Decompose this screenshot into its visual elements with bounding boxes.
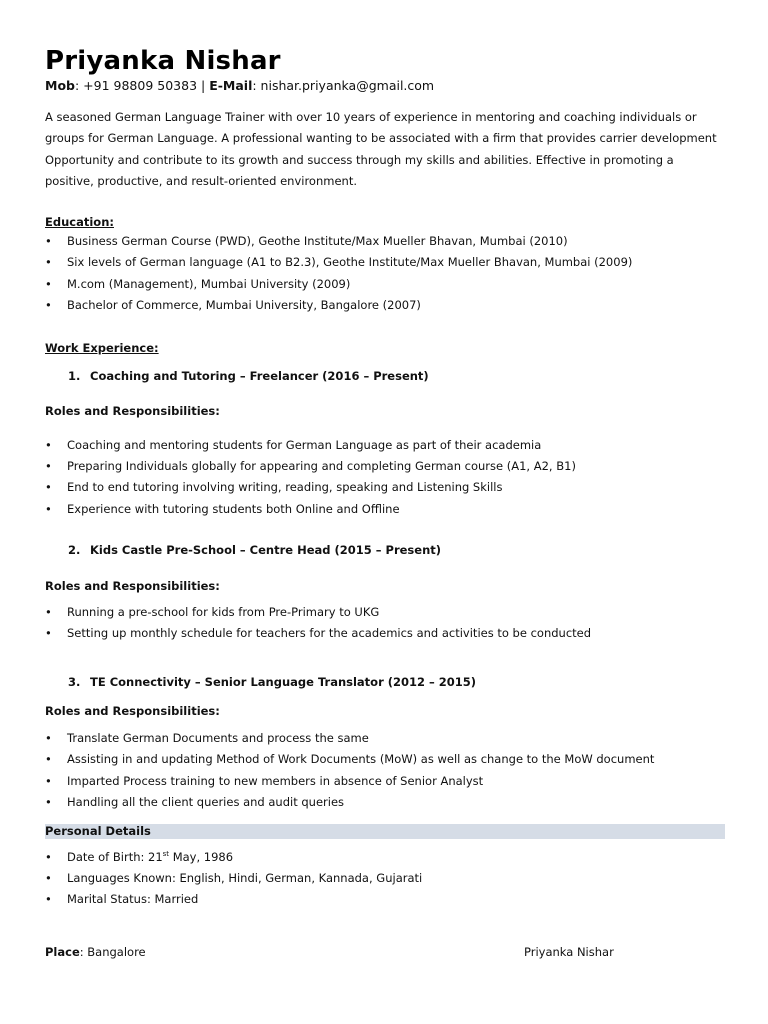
responsibility-item: Preparing Individuals globally for appearing and completing German course (A1, A2, B1) [67,459,576,474]
work-section [45,339,725,813]
job-title [45,541,725,559]
education-item: M.com (Management), Mumbai University (2009) [67,276,351,291]
bullet-icon: • [45,794,52,809]
marital-text: Marital Status: Married [67,892,199,907]
email-value: : nishar.priyanka@gmail.com [252,78,435,93]
job-number: 1. [68,369,81,383]
dob-ordinal: st [162,850,170,859]
mob-value: : +91 98809 50383 | [74,78,210,93]
list-item [45,889,725,910]
job-title-text: Coaching and Tutoring – Freelancer (2016 – Present) [90,369,429,383]
bullet-icon: • [45,255,52,270]
email-label: E-Mail [209,78,253,93]
place-line [45,945,146,959]
list-item [45,295,725,316]
dob-text [67,850,233,864]
job-title [45,367,725,385]
bullet-icon: • [45,234,52,249]
place-label: Place [45,945,80,959]
job-number: 3. [68,675,81,690]
bullet-icon: • [45,604,52,619]
responsibilities-list [45,602,725,644]
education-item: Bachelor of Commerce, Mumbai University, Bangalore (2007) [67,297,421,312]
footer [45,944,725,960]
roles-title: Roles and Responsibilities: [45,404,220,418]
job-title-text: Kids Castle Pre-School – Centre Head (2015 – Present) [90,542,442,557]
bullet-icon: • [45,731,52,746]
job-title-text: TE Connectivity – Senior Language Translator (2012 – 2015) [90,675,477,690]
personal-title: Personal Details [45,824,725,839]
personal-section [45,824,725,911]
education-list [45,231,725,316]
list-item [45,435,725,456]
education-item: Business German Course (PWD), Geothe Institute/Max Mueller Bhavan, Mumbai (2010) [67,234,568,249]
responsibilities-list [45,435,725,520]
responsibility-item: Setting up monthly schedule for teachers for the academics and activities to be conducted [67,626,592,641]
bullet-icon: • [45,459,52,474]
work-title: Work Experience: [45,341,159,355]
responsibility-item: Imparted Process training to new members in absence of Senior Analyst [67,773,484,788]
bullet-icon: • [45,276,52,291]
list-item [45,847,725,868]
roles-title: Roles and Responsibilities: [45,578,220,593]
bullet-icon: • [45,438,52,452]
education-title: Education: [45,215,114,230]
bullet-icon: • [45,480,52,495]
responsibilities-list [45,728,725,813]
list-item [45,792,725,813]
responsibility-item: Assisting in and updating Method of Work Documents (MoW) as well as change to the MoW document [67,752,655,767]
list-item [45,274,725,295]
list-item [45,252,725,273]
place-value: : Bangalore [79,945,146,959]
bullet-icon: • [45,871,52,886]
list-item [45,728,725,749]
list-item [45,749,725,770]
bullet-icon: • [45,626,52,641]
contact-line [45,78,725,94]
list-item [45,477,725,498]
bullet-icon: • [45,773,52,788]
resume-page [45,46,725,911]
job-number: 2. [68,542,81,557]
dob-suffix: May, 1986 [169,850,234,865]
bullet-icon: • [45,892,52,907]
summary-paragraph: A seasoned German Language Trainer with over 10 years of experience in mentoring and coaching individuals or groups for German Language. A professional wanting to be associated with a firm that provides carrier development Opportunity and contribute to its growth and success through my skills and abilities. Effective in promoting a positive, productive, and result-oriented environment. [45,110,717,188]
education-item: Six levels of German language (A1 to B2.3), Geothe Institute/Max Mueller Bhavan, Mumbai (2009) [67,255,633,270]
list-item [45,771,725,792]
education-section [45,213,725,316]
responsibility-item: Coaching and mentoring students for German Language as part of their academia [67,438,542,452]
responsibility-item: Experience with tutoring students both Online and Offline [67,501,400,516]
list-item [45,623,725,644]
bullet-icon: • [45,297,52,312]
list-item [45,602,725,623]
bullet-icon: • [45,850,52,865]
personal-list [45,847,725,911]
list-item [45,231,725,252]
list-item [45,456,725,477]
dob-prefix: Date of Birth: 21 [67,850,163,865]
signature-name: Priyanka Nishar [524,945,614,959]
roles-title: Roles and Responsibilities: [45,704,220,719]
list-item [45,868,725,889]
candidate-name: Priyanka Nishar [45,46,281,76]
bullet-icon: • [45,501,52,516]
responsibility-item: End to end tutoring involving writing, reading, speaking and Listening Skills [67,480,503,495]
languages-text: Languages Known: English, Hindi, German, Kannada, Gujarati [67,871,423,886]
list-item [45,499,725,520]
responsibility-item: Translate German Documents and process the same [67,731,369,746]
job-title [45,673,725,691]
responsibility-item: Handling all the client queries and audit queries [67,794,345,809]
bullet-icon: • [45,752,52,767]
mob-label: Mob [45,78,75,93]
responsibility-item: Running a pre-school for kids from Pre-Primary to UKG [67,604,380,619]
